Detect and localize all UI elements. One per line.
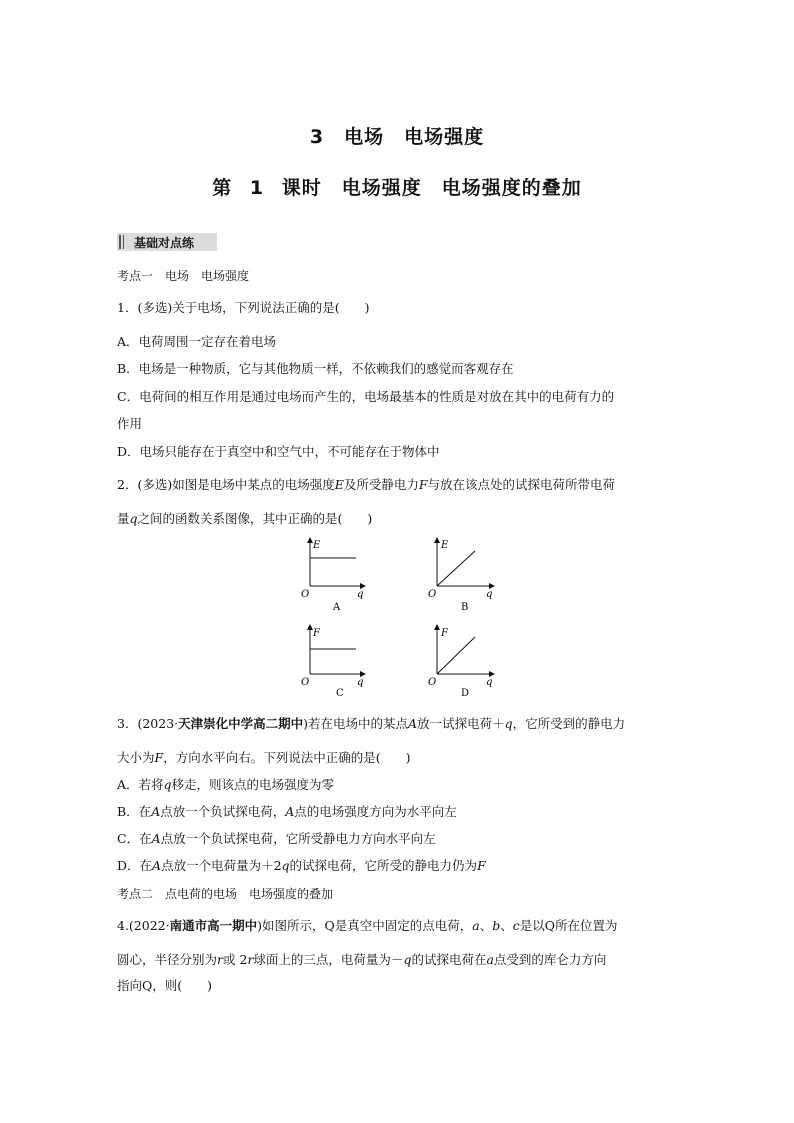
graph-c xyxy=(301,625,365,699)
var-A: A xyxy=(151,804,161,819)
q1-stem: 1．(多选)关于电场，下列说法正确的是( ) xyxy=(117,300,370,315)
q3-option-b xyxy=(117,804,457,820)
var-F: F xyxy=(477,858,486,873)
q1-option-b: B．电场是一种物质，它与其他物质一样，不依赖我们的感觉而客观存在 xyxy=(117,361,514,376)
graph-c-caption: C xyxy=(336,688,344,699)
q3-stem-line2 xyxy=(117,750,410,766)
var-q: q xyxy=(403,952,412,967)
graph-d xyxy=(428,625,494,699)
q3-text: 的试探电荷，它所受的静电力仍为 xyxy=(289,858,478,873)
graph-b-caption: B xyxy=(461,602,469,613)
var-q: q xyxy=(504,716,513,731)
q4-text: 、 xyxy=(500,918,513,933)
section-tag-label: 基础对点练 xyxy=(134,236,195,250)
var-A: A xyxy=(152,858,162,873)
graph-b-origin: O xyxy=(428,589,437,600)
graph-c-x-label: q xyxy=(357,677,364,688)
q2-text: 量 xyxy=(117,511,130,526)
q3-text: ，方向水平向右。下列说法中正确的是( ) xyxy=(163,750,411,765)
graph-b-line xyxy=(437,551,475,586)
q3-text: 大小为 xyxy=(117,750,155,765)
q4-text: 或 2 xyxy=(223,952,248,967)
var-q: q xyxy=(129,511,138,526)
q4-text: 、 xyxy=(479,918,493,933)
var-a: a xyxy=(486,952,494,967)
var-E: E xyxy=(334,477,344,492)
q2-text: 及所受静电力 xyxy=(343,477,419,492)
q3-option-d xyxy=(117,858,486,874)
var-F: F xyxy=(154,750,164,765)
q1-option-c-line2: 作用 xyxy=(117,416,143,431)
graph-c-origin: O xyxy=(301,677,310,688)
q3-text: 放一试探电荷＋ xyxy=(417,716,505,731)
q4-source: 南通市高一期中 xyxy=(169,918,258,933)
var-A: A xyxy=(408,716,418,731)
q3-text: C．在 xyxy=(117,831,152,846)
q4-stem-line3: 指向Q，则( ) xyxy=(117,978,213,993)
q4-text: 的试探电荷在 xyxy=(411,952,487,967)
q3-source: 天津崇化中学高二期中 xyxy=(178,716,304,731)
var-r: r xyxy=(247,952,254,967)
q4-stem-line2 xyxy=(117,952,606,968)
q4-text: 圆心，半径分别为 xyxy=(117,952,218,967)
graph-a-origin: O xyxy=(301,589,310,600)
graph-a-x-label: q xyxy=(357,589,364,600)
graph-b-y-label: E xyxy=(441,540,449,551)
q4-text: 点受到的库仑力方向 xyxy=(493,952,607,967)
graph-b xyxy=(428,538,494,613)
var-c: c xyxy=(512,918,520,933)
var-A: A xyxy=(151,831,161,846)
q4-text: )如图所示，Q是真空中固定的点电荷， xyxy=(257,918,473,933)
q4-stem-line1 xyxy=(117,918,618,934)
var-a: a xyxy=(472,918,480,933)
q3-text: 移走，则该点的电场强度为零 xyxy=(171,777,335,792)
q3-text: 点放一个电荷量为＋2 xyxy=(161,858,282,873)
graph-a-caption: A xyxy=(333,602,341,613)
q3-text: D．在 xyxy=(117,858,153,873)
var-A: A xyxy=(285,804,295,819)
graph-d-caption: D xyxy=(461,688,470,699)
q3-option-a xyxy=(117,777,334,793)
q1-option-d: D．电场只能存在于真空中和空气中，不可能存在于物体中 xyxy=(117,444,440,459)
var-b: b xyxy=(492,918,501,933)
q2-text: 与放在该点处的试探电荷所带电荷 xyxy=(427,477,616,492)
q3-text: )若在电场中的某点 xyxy=(303,716,409,731)
graph-c-y-label: F xyxy=(313,628,320,639)
q3-text: A．若将 xyxy=(117,777,164,792)
var-q: q xyxy=(281,858,290,873)
graph-b-x-label: q xyxy=(486,589,493,600)
q1-option-a: A．电荷周围一定存在着电场 xyxy=(117,334,277,349)
q4-text: 4.(2022· xyxy=(117,918,170,933)
var-r: r xyxy=(217,952,223,967)
var-F: F xyxy=(418,477,428,492)
q2-text: 2．(多选)如图是电场中某点的电场强度 xyxy=(117,477,335,492)
q3-text: B．在 xyxy=(117,804,152,819)
q1-option-c-line1: C．电荷间的相互作用是通过电场而产生的，电场最基本的性质是对放在其中的电荷有力的 xyxy=(117,389,615,404)
q3-text: 点的电场强度方向为水平向左 xyxy=(294,804,457,819)
q2-text: 之间的函数关系图像，其中正确的是( ) xyxy=(137,511,373,526)
graph-d-y-label: F xyxy=(441,628,448,639)
q3-option-c xyxy=(117,831,436,847)
topic-heading-1: 考点一 电场 电场强度 xyxy=(117,269,250,283)
graph-d-x-label: q xyxy=(486,677,493,688)
graph-d-origin: O xyxy=(428,677,437,688)
graph-d-line xyxy=(437,637,475,674)
page-title: 3 电场 电场强度 xyxy=(309,126,485,148)
page-subtitle: 第 1 课时 电场强度 电场强度的叠加 xyxy=(212,177,582,199)
topic-heading-2: 考点二 点电荷的电场 电场强度的叠加 xyxy=(117,887,334,901)
q3-text: ，它所受到的静电力 xyxy=(512,716,626,731)
q3-text: 点放一个负试探电荷，它所受静电力方向水平向左 xyxy=(160,831,436,846)
q4-text: 球面上的三点，电荷量为－ xyxy=(253,952,404,967)
graph-a xyxy=(301,538,365,613)
q3-stem-line1 xyxy=(117,716,625,732)
q4-text: 是以Q所在位置为 xyxy=(519,918,618,933)
var-q: q xyxy=(163,777,172,792)
q3-text: 点放一个负试探电荷， xyxy=(160,804,286,819)
graph-a-y-label: E xyxy=(313,540,321,551)
q3-text: 3．(2023· xyxy=(117,716,179,731)
